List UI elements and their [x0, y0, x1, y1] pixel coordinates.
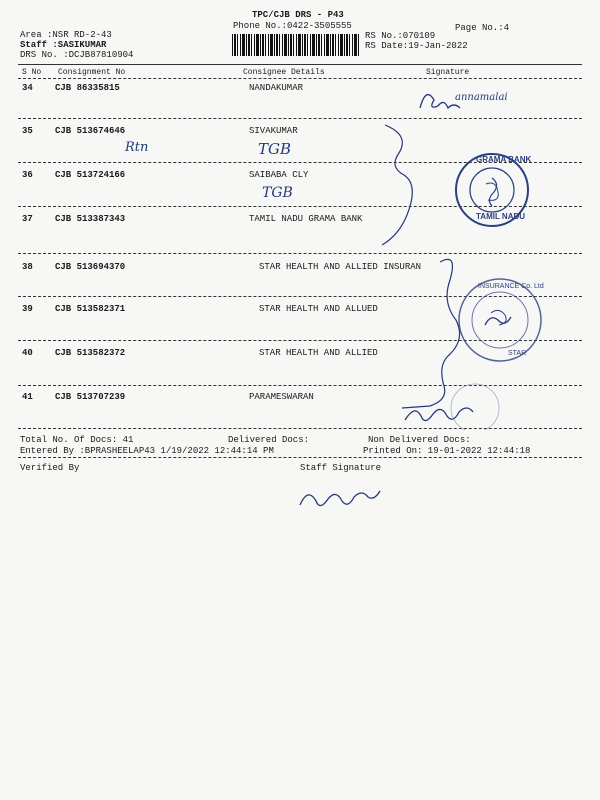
drs-number: DRS No. :DCJB87810904: [20, 50, 134, 60]
delivered-docs: Delivered Docs:: [228, 435, 310, 445]
printed-on: Printed On: 19-01-2022 12:44:18: [363, 446, 531, 456]
row-sno: 37: [22, 214, 33, 224]
page-number: Page No.:4: [455, 23, 510, 33]
row-consignee: STAR HEALTH AND ALLIED INSURAN: [259, 262, 422, 272]
row-sno: 40: [22, 348, 33, 358]
area-label: Area :NSR RD-2-43: [20, 30, 112, 40]
total-docs: Total No. Of Docs: 41: [20, 435, 134, 445]
row-consignee: TAMIL NADU GRAMA BANK: [249, 214, 363, 224]
row-consignment: CJB 513387343: [55, 214, 126, 224]
row36-handwriting-mid: TGB: [262, 185, 293, 201]
row35-handwriting-mid: TGB: [258, 140, 292, 158]
row-consignee: STAR HEALTH AND ALLUED: [259, 304, 378, 314]
row-consignment: CJB 513674646: [55, 126, 126, 136]
row-consignment: CJB 86335815: [55, 83, 120, 93]
row-sno: 36: [22, 170, 33, 180]
column-consignee: Consignee Details: [243, 68, 325, 77]
row34-handwriting-note: annamalai: [455, 92, 508, 103]
row-consignment: CJB 513694370: [55, 262, 126, 272]
column-sno: S No: [22, 68, 42, 77]
faint-stamp: [440, 380, 510, 430]
insurance-stamp-bottom-text: STAR: [508, 350, 527, 357]
entered-by: Entered By :BPRASHEELAP43 1/19/2022 12:44:14 PM: [20, 446, 274, 456]
row35-handwriting-left: Rtn: [125, 140, 149, 155]
insurance-stamp-top-text: INSURANCE Co. Ltd: [478, 283, 544, 290]
column-signature: Signature: [426, 68, 470, 77]
row-consignee: SAIBABA CLY: [249, 170, 309, 180]
row-consignment: CJB 513582372: [55, 348, 126, 358]
row-sno: 35: [22, 126, 33, 136]
row-consignee: PARAMESWARAN: [249, 392, 314, 402]
row-consignment: CJB 513724166: [55, 170, 126, 180]
row-consignee: NANDAKUMAR: [249, 83, 304, 93]
rs-date: RS Date:19-Jan-2022: [365, 41, 468, 51]
non-delivered-docs: Non Delivered Docs:: [368, 435, 471, 445]
phone-number: Phone No.:0422-3505555: [233, 21, 352, 31]
column-consignment: Consignment No: [58, 68, 126, 77]
staff-label: Staff :SASIKUMAR: [20, 40, 107, 50]
row-sno: 39: [22, 304, 33, 314]
document-title: TPC/CJB DRS - P43: [252, 10, 344, 20]
bank-stamp-bottom-text: TAMIL NADU: [476, 212, 526, 221]
row-sno: 34: [22, 83, 33, 93]
rs-number: RS No.:070109: [365, 31, 436, 41]
row-consignment: CJB 513707239: [55, 392, 126, 402]
row-sno: 38: [22, 262, 33, 272]
staff-signature-label: Staff Signature: [300, 463, 382, 473]
row-sno: 41: [22, 392, 33, 402]
row-consignment: CJB 513582371: [55, 304, 126, 314]
verified-by: Verified By: [20, 463, 80, 473]
row-consignee: SIVAKUMAR: [249, 126, 298, 136]
row-consignee: STAR HEALTH AND ALLIED: [259, 348, 378, 358]
bank-stamp-top-text: GRAMA BANK: [476, 155, 532, 164]
